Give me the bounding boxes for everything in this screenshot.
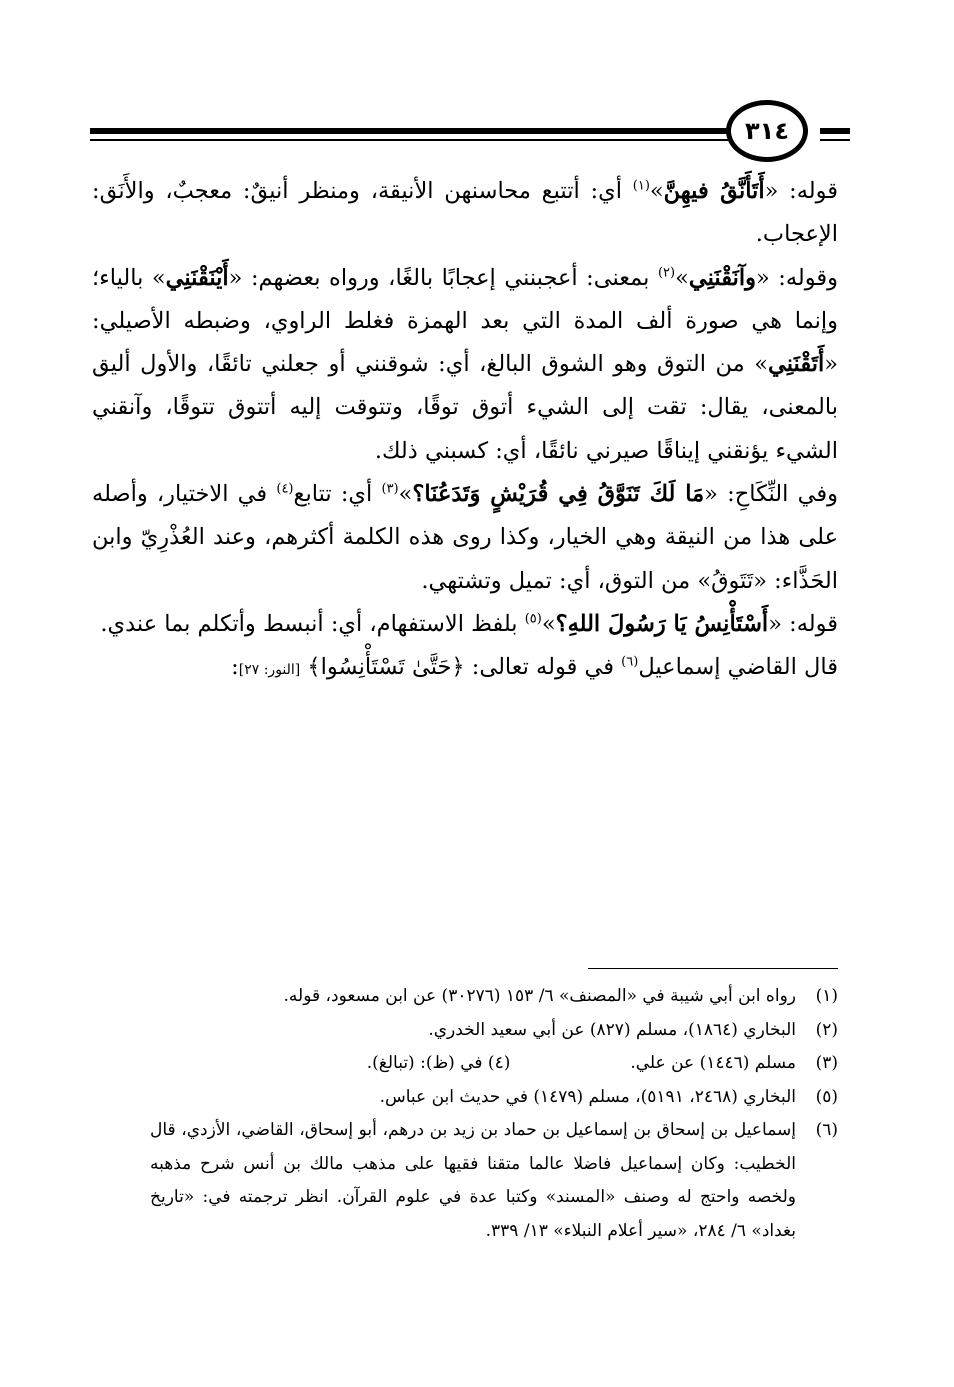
footnotes [150, 980, 838, 1248]
footnote-1: (١) رواه ابن أبي شيبة في «المصنف» ٦/ ١٥٣ (٣٠٢٧٦) عن ابن مسعود، قوله. [283, 986, 838, 1006]
footnote-6: (٦) إسماعيل بن إسحاق بن إسماعيل بن حماد بن زيد بن درهم، أبو إسحاق، القاضي، الأزدي، قال الخطيب: وكان إسماعيل فاضلا عالما متقنا فقيها على مذهب مالك بن أنس شرح مذهبه ولخصه واحتج له وصنف «المسند» وكتبا عدة في علوم القرآن. انظر ترجمته في: «تاريخ بغداد» ٦/ ٢٨٤، «سير أعلام النبلاء» ١٣/ ٣٣٩. [150, 1120, 838, 1241]
footnote-ref: (٤) [276, 481, 294, 497]
footnote-5: (٥) البخاري (٢٤٦٨، ٥١٩١)، مسلم (١٤٧٩) في حديث ابن عباس. [379, 1086, 838, 1107]
term: مَا لَكَ تَنَوَّقُ فِي قُرَيْشٍ وَتَدَعُنَا؟ [412, 481, 705, 508]
header-rule-thin [90, 139, 728, 141]
footnote-separator [588, 968, 838, 969]
paragraph-2: وقوله: «وآنَقْنَنِي»$^{(٢)}$ بمعنى: أعجبنني إعجابًا بالغًا، ورواه بعضهم: «أَيْنَقْنَنِي» بالياء؛ وإنما هي صورة ألف المدة التي بعد الهمزة فغلط الراوي، وضبطه الأصيلي: «أَتَقْنَنِي» من التوق وهو الشوق البالغ، أي: شوقنني أو جعلني تائقًا، والأول أليق بالمعنى، يقال: تقت إلى الشيء أتوق توقًا، وتتوقت إليه أتتوق تتوقًا، وآنقني الشيء يؤنقني إيناقًا صيرني نائقًا، أي: كسبني ذلك. [92, 264, 838, 464]
footnote-2: (٢) البخاري (١٨٦٤)، مسلم (٨٢٧) عن أبي سعيد الخدري. [428, 1019, 838, 1040]
page-number: ٣١٤ [726, 100, 808, 162]
page-header [90, 100, 850, 170]
header-rule-right-thick [820, 128, 850, 134]
header-rule-thick [90, 128, 728, 134]
footnote-ref: (٥) [524, 611, 542, 627]
footnote-ref: (٦) [621, 654, 639, 670]
footnote-ref: (١) [632, 178, 650, 194]
paragraph-5: قال القاضي إسماعيل$^{(٦)}$ في قوله تعالى: ﴿حَتَّىٰ تَسْتَأْنِسُوا﴾ [النور: ٢٧]: [231, 654, 838, 681]
paragraph-1: قوله: «أَتَأَنَّقُ فيهِنَّ»$^{(١)}$ أي: أتتبع محاسنهن الأنيقة، ومنظر أنيقٌ: معجبٌ، والأَنَق: الإعجاب. [92, 178, 839, 248]
footnote-ref: (٣) [381, 481, 399, 497]
term: أَتَأَنَّقُ فيهِنَّ [663, 178, 765, 204]
term: وآنَقْنَنِي [688, 264, 756, 291]
paragraph-3: وفي النِّكَاحِ: «مَا لَكَ تَنَوَّقُ فِي قُرَيْشٍ وَتَدَعُنَا؟»$^{(٣)}$ أي: تتابع$^{(٤)}$ في الاختيار، وأصله على هذا من النيقة وهي الخيار، وكذا روى هذه الكلمة أكثرهم، وعند العُذْرِيّ وابن الحَذَّاء: «تَتَوقُ» من التوق، أي: تميل وتشتهي. [92, 481, 838, 594]
quran-reference: [النور: ٢٧] [238, 662, 301, 679]
term: أَسْتَأْنِسُ يَا رَسُولَ اللهِ؟ [555, 610, 769, 637]
footnote-ref: (٢) [657, 265, 676, 281]
header-rule-right-thin [820, 139, 850, 141]
main-text [92, 170, 838, 693]
term: أَتَقْنَنِي [767, 351, 825, 378]
paragraph-4: قوله: «أَسْتَأْنِسُ يَا رَسُولَ اللهِ؟»$^{(٥)}$ بلفظ الاستفهام، أي: أنبسط وأتكلم بما عندي. [100, 610, 838, 637]
term: أَيْنَقْنَنِي [165, 264, 229, 291]
footnote-3-4: (٣) مسلم (١٤٤٦) عن علي.(٤) في (ظ): (تبالغ). [366, 1053, 838, 1073]
